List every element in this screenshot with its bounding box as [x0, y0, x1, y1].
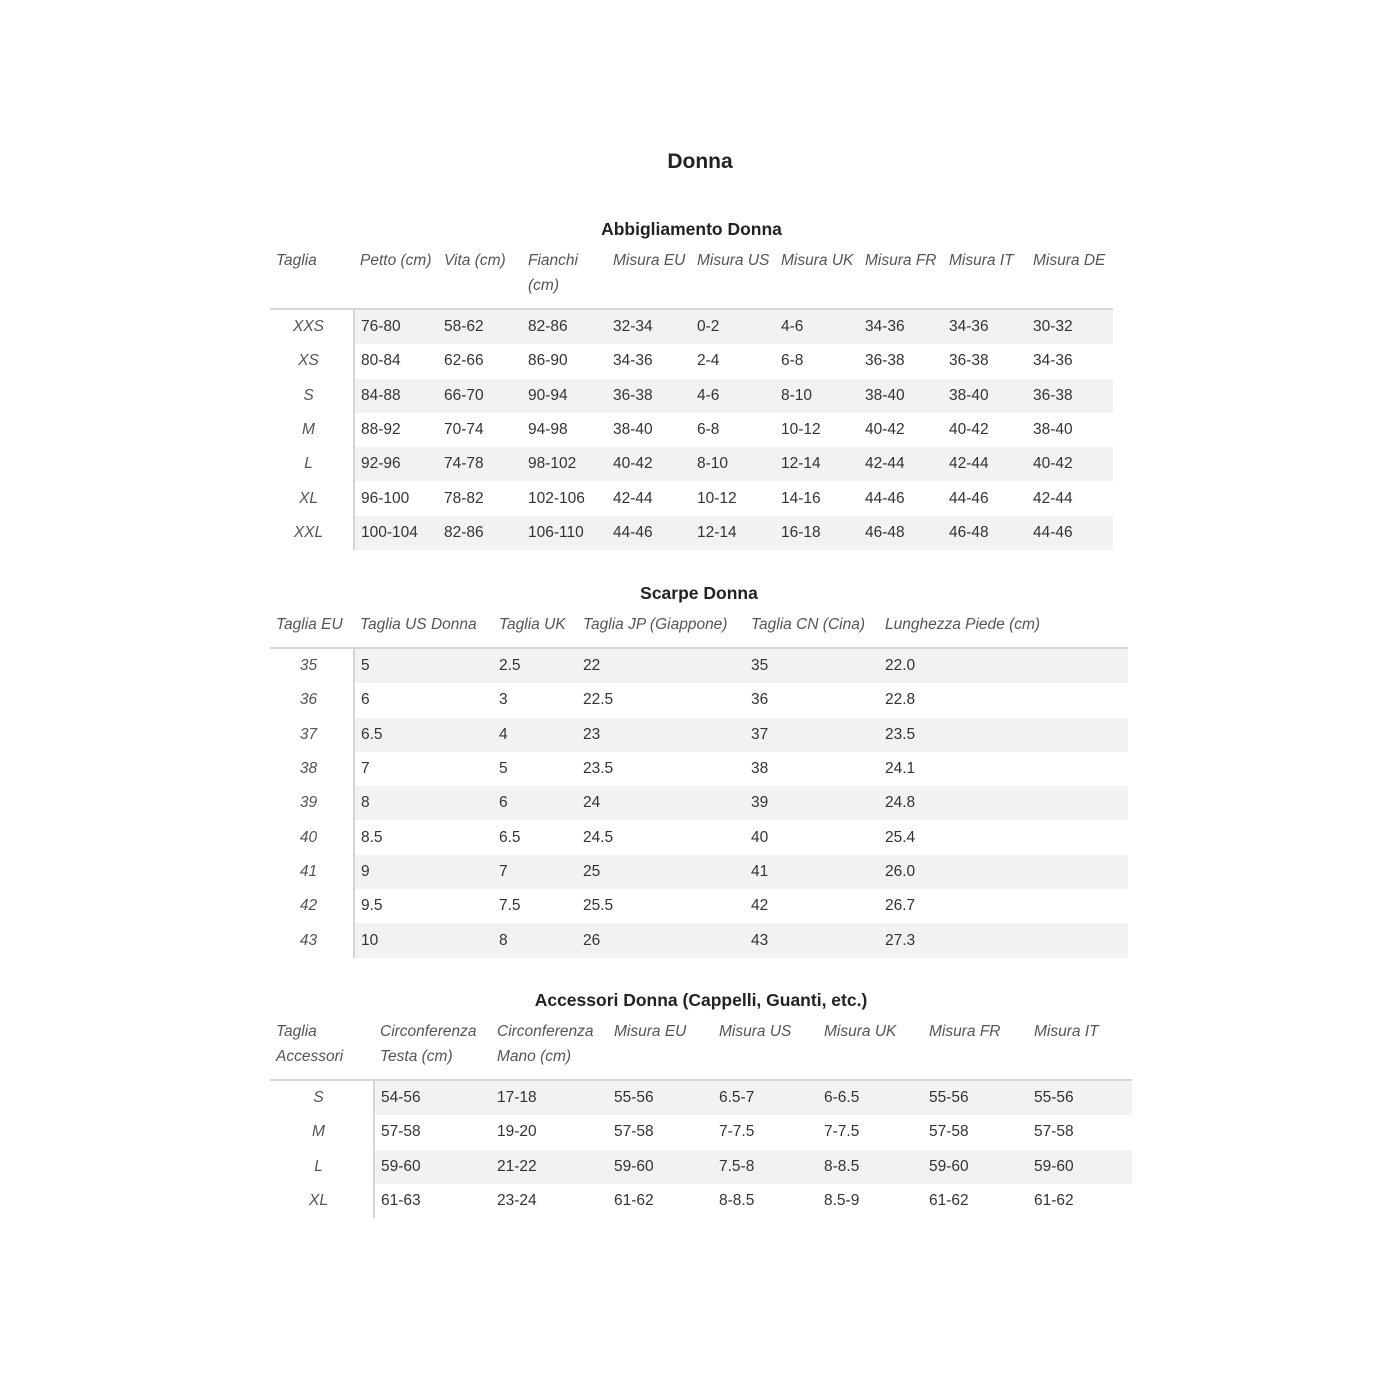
clothing-header-cell: Misura US	[697, 252, 770, 269]
clothing-value-cell: 10-12	[697, 489, 737, 507]
accessories-row	[270, 1080, 1132, 1115]
clothing-size-cell: M	[270, 413, 354, 447]
clothing-header-cell: Misura DE	[1033, 252, 1106, 269]
clothing-size-cell: XL	[270, 481, 354, 515]
clothing-value-cell: 92-96	[354, 447, 438, 481]
shoes-value-cell: 24	[577, 786, 745, 820]
accessories-header-cell: Taglia Accessori	[276, 1023, 344, 1065]
accessories-size-cell: L	[270, 1150, 374, 1184]
clothing-value-cell: 34-36	[613, 352, 653, 370]
clothing-value-cell: 40-42	[865, 421, 905, 439]
shoes-header-cell: Taglia CN (Cina)	[751, 616, 865, 633]
shoes-value-cell: 38	[751, 760, 769, 778]
shoes-value-cell: 24.5	[583, 828, 614, 846]
clothing-value-cell: 16-18	[775, 516, 859, 550]
accessories-value-cell: 61-62	[614, 1192, 654, 1210]
accessories-value-cell: 8-8.5	[818, 1150, 923, 1184]
shoes-size-cell: 42	[270, 889, 354, 923]
clothing-value-cell: 44-46	[1027, 516, 1113, 550]
shoes-row	[270, 648, 1128, 683]
shoes-size-cell: 37	[270, 718, 354, 752]
accessories-value-cell: 8-8.5	[719, 1192, 755, 1210]
accessories-value-cell: 7-7.5	[824, 1123, 860, 1141]
accessories-size-cell: S	[270, 1080, 374, 1115]
clothing-value-cell: 42-44	[1033, 489, 1073, 507]
accessories-value-cell: 21-22	[491, 1150, 608, 1184]
accessories-value-cell: 6.5-7	[713, 1080, 818, 1115]
shoes-value-cell: 26	[577, 923, 745, 957]
shoes-value-cell: 25	[577, 855, 745, 889]
clothing-value-cell: 10-12	[781, 421, 821, 439]
clothing-header-cell: Misura FR	[865, 252, 937, 269]
clothing-header-row	[270, 244, 1113, 309]
shoes-size-cell: 35	[270, 648, 354, 683]
clothing-value-cell: 42-44	[943, 447, 1027, 481]
accessories-header-cell: Misura EU	[614, 1023, 687, 1040]
shoes-value-cell: 7.5	[499, 897, 521, 915]
shoes-value-cell: 7	[361, 760, 370, 778]
clothing-value-cell: 90-94	[522, 379, 607, 413]
accessories-header-cell: Misura IT	[1034, 1023, 1099, 1040]
accessories-header-cell: Misura FR	[929, 1023, 1001, 1040]
shoes-value-cell: 39	[745, 786, 879, 820]
accessories-value-cell: 59-60	[374, 1150, 491, 1184]
accessories-title: Accessori Donna (Cappelli, Guanti, etc.)	[534, 990, 868, 1010]
clothing-value-cell: 38-40	[943, 379, 1027, 413]
shoes-value-cell: 22.8	[885, 691, 916, 709]
clothing-value-cell: 94-98	[528, 421, 568, 439]
accessories-value-cell: 59-60	[608, 1150, 713, 1184]
shoes-size-cell: 36	[270, 683, 354, 717]
accessories-value-cell: 57-58	[1034, 1123, 1074, 1141]
shoes-row	[270, 683, 1128, 717]
shoes-title: Scarpe Donna	[640, 583, 758, 603]
shoes-value-cell: 36	[751, 691, 769, 709]
shoes-value-cell: 6.5	[354, 718, 493, 752]
clothing-value-cell: 32-34	[607, 309, 691, 344]
clothing-value-cell: 82-86	[438, 516, 522, 550]
clothing-value-cell: 42-44	[613, 489, 653, 507]
clothing-row	[270, 379, 1113, 413]
clothing-row	[270, 344, 1113, 378]
shoes-row	[270, 786, 1128, 820]
clothing-value-cell: 46-48	[859, 516, 943, 550]
shoes-value-cell: 24.8	[879, 786, 1128, 820]
clothing-row	[270, 481, 1113, 515]
accessories-value-cell: 8.5-9	[824, 1192, 860, 1210]
clothing-size-cell: S	[270, 379, 354, 413]
clothing-size-cell: XXS	[270, 309, 354, 344]
accessories-table	[270, 1015, 1132, 1218]
clothing-value-cell: 88-92	[361, 421, 401, 439]
clothing-header-cell: Taglia	[276, 252, 317, 269]
shoes-value-cell: 27.3	[879, 923, 1128, 957]
clothing-table	[270, 244, 1113, 550]
accessories-size-cell: M	[270, 1115, 374, 1149]
shoes-value-cell: 5	[354, 648, 493, 683]
clothing-value-cell: 36-38	[607, 379, 691, 413]
shoes-value-cell: 8	[354, 786, 493, 820]
clothing-value-cell: 4-6	[691, 379, 775, 413]
clothing-value-cell: 6-8	[697, 421, 720, 439]
clothing-value-cell: 62-66	[444, 352, 484, 370]
shoes-header-cell: Taglia US Donna	[360, 616, 477, 633]
clothing-title: Abbigliamento Donna	[601, 219, 782, 239]
clothing-value-cell: 30-32	[1027, 309, 1113, 344]
clothing-size-cell: XXL	[270, 516, 354, 550]
shoes-value-cell: 6	[361, 691, 370, 709]
accessories-value-cell: 57-58	[929, 1123, 969, 1141]
shoes-header-cell: Taglia JP (Giappone)	[583, 616, 728, 633]
clothing-value-cell: 40-42	[1027, 447, 1113, 481]
clothing-value-cell: 44-46	[607, 516, 691, 550]
clothing-value-cell: 6-8	[781, 352, 804, 370]
clothing-value-cell: 0-2	[691, 309, 775, 344]
shoes-value-cell: 43	[745, 923, 879, 957]
clothing-value-cell: 40-42	[949, 421, 989, 439]
shoes-value-cell: 40	[751, 828, 769, 846]
accessories-value-cell: 59-60	[923, 1150, 1028, 1184]
clothing-value-cell: 106-110	[522, 516, 607, 550]
shoes-size-cell: 41	[270, 855, 354, 889]
shoes-value-cell: 10	[354, 923, 493, 957]
shoes-header-cell: Taglia EU	[276, 616, 343, 633]
clothing-value-cell: 76-80	[354, 309, 438, 344]
clothing-value-cell: 84-88	[354, 379, 438, 413]
shoes-value-cell: 22.0	[879, 648, 1128, 683]
clothing-row	[270, 516, 1113, 550]
accessories-value-cell: 6-6.5	[818, 1080, 923, 1115]
accessories-value-cell: 17-18	[491, 1080, 608, 1115]
clothing-header-cell: Fianchi (cm)	[528, 252, 578, 294]
shoes-header-cell: Lunghezza Piede (cm)	[885, 616, 1041, 633]
accessories-value-cell: 55-56	[923, 1080, 1028, 1115]
accessories-header-cell: Misura UK	[824, 1023, 897, 1040]
clothing-section	[270, 214, 1113, 550]
clothing-value-cell: 12-14	[775, 447, 859, 481]
shoes-value-cell: 35	[745, 648, 879, 683]
shoes-value-cell: 22	[577, 648, 745, 683]
clothing-value-cell: 100-104	[354, 516, 438, 550]
clothing-value-cell: 70-74	[444, 421, 484, 439]
shoes-row	[270, 855, 1128, 889]
shoes-size-cell: 39	[270, 786, 354, 820]
clothing-header-cell: Misura IT	[949, 252, 1014, 269]
shoes-row	[270, 923, 1128, 957]
clothing-value-cell: 42-44	[859, 447, 943, 481]
clothing-value-cell: 40-42	[607, 447, 691, 481]
clothing-value-cell: 58-62	[438, 309, 522, 344]
clothing-header-cell: Misura EU	[613, 252, 686, 269]
shoes-value-cell: 23.5	[879, 718, 1128, 752]
clothing-value-cell: 102-106	[528, 489, 585, 507]
clothing-value-cell: 80-84	[361, 352, 401, 370]
shoes-value-cell: 26.0	[879, 855, 1128, 889]
shoes-row	[270, 820, 1128, 854]
clothing-row	[270, 447, 1113, 481]
clothing-value-cell: 8-10	[775, 379, 859, 413]
shoes-row	[270, 718, 1128, 752]
accessories-header-cell: Misura US	[719, 1023, 792, 1040]
clothing-size-cell: XS	[270, 344, 354, 378]
shoes-value-cell: 22.5	[583, 691, 614, 709]
shoes-value-cell: 25.4	[885, 828, 916, 846]
clothing-value-cell: 34-36	[943, 309, 1027, 344]
shoes-header-cell: Taglia UK	[499, 616, 566, 633]
shoes-value-cell: 8.5	[361, 828, 383, 846]
page-title: Donna	[667, 150, 733, 173]
accessories-value-cell: 61-62	[1034, 1192, 1074, 1210]
clothing-value-cell: 36-38	[949, 352, 989, 370]
clothing-size-cell: L	[270, 447, 354, 481]
shoes-value-cell: 3	[499, 691, 508, 709]
clothing-value-cell: 8-10	[691, 447, 775, 481]
clothing-value-cell: 74-78	[438, 447, 522, 481]
accessories-value-cell: 55-56	[608, 1080, 713, 1115]
shoes-value-cell: 9.5	[361, 897, 383, 915]
clothing-row	[270, 309, 1113, 344]
shoes-value-cell: 6.5	[499, 828, 521, 846]
clothing-value-cell: 82-86	[522, 309, 607, 344]
accessories-row	[270, 1150, 1132, 1184]
shoes-value-cell: 41	[745, 855, 879, 889]
accessories-value-cell: 57-58	[614, 1123, 654, 1141]
accessories-header-row	[270, 1015, 1132, 1080]
clothing-value-cell: 38-40	[1033, 421, 1073, 439]
clothing-value-cell: 78-82	[444, 489, 484, 507]
shoes-value-cell: 5	[499, 760, 508, 778]
accessories-value-cell: 59-60	[1028, 1150, 1132, 1184]
shoes-section	[270, 578, 1128, 958]
clothing-value-cell: 14-16	[781, 489, 821, 507]
clothing-value-cell: 36-38	[865, 352, 905, 370]
accessories-row	[270, 1184, 1132, 1218]
clothing-header-cell: Petto (cm)	[360, 252, 432, 269]
clothing-header-cell: Vita (cm)	[444, 252, 506, 269]
shoes-value-cell: 26.7	[885, 897, 916, 915]
shoes-value-cell: 24.1	[885, 760, 916, 778]
shoes-value-cell: 42	[751, 897, 769, 915]
accessories-value-cell: 61-63	[381, 1192, 421, 1210]
accessories-value-cell: 7-7.5	[719, 1123, 755, 1141]
clothing-value-cell: 36-38	[1027, 379, 1113, 413]
shoes-size-cell: 38	[270, 752, 354, 786]
shoes-value-cell: 8	[493, 923, 577, 957]
accessories-section	[270, 985, 1132, 1218]
clothing-value-cell: 44-46	[865, 489, 905, 507]
clothing-value-cell: 98-102	[522, 447, 607, 481]
clothing-value-cell: 96-100	[361, 489, 410, 507]
accessories-row	[270, 1115, 1132, 1149]
shoes-value-cell: 37	[745, 718, 879, 752]
accessories-value-cell: 57-58	[381, 1123, 421, 1141]
shoes-value-cell: 4	[493, 718, 577, 752]
clothing-value-cell: 38-40	[859, 379, 943, 413]
clothing-value-cell: 86-90	[528, 352, 568, 370]
accessories-value-cell: 19-20	[497, 1123, 537, 1141]
shoes-value-cell: 7	[493, 855, 577, 889]
shoes-value-cell: 6	[493, 786, 577, 820]
accessories-value-cell: 54-56	[374, 1080, 491, 1115]
shoes-value-cell: 23	[577, 718, 745, 752]
clothing-value-cell: 34-36	[1033, 352, 1073, 370]
accessories-header-cell: Circonferenza Mano (cm)	[497, 1023, 594, 1065]
clothing-value-cell: 66-70	[438, 379, 522, 413]
shoes-header-row	[270, 608, 1128, 648]
shoes-table	[270, 608, 1128, 958]
clothing-value-cell: 44-46	[949, 489, 989, 507]
clothing-value-cell: 4-6	[775, 309, 859, 344]
shoes-value-cell: 23.5	[583, 760, 614, 778]
clothing-value-cell: 2-4	[697, 352, 720, 370]
clothing-value-cell: 12-14	[691, 516, 775, 550]
shoes-value-cell: 9	[354, 855, 493, 889]
clothing-header-cell: Misura UK	[781, 252, 854, 269]
shoes-row	[270, 889, 1128, 923]
accessories-header-cell: Circonferenza Testa (cm)	[380, 1023, 477, 1065]
shoes-value-cell: 25.5	[583, 897, 614, 915]
accessories-value-cell: 61-62	[929, 1192, 969, 1210]
accessories-value-cell: 55-56	[1028, 1080, 1132, 1115]
accessories-value-cell: 23-24	[497, 1192, 537, 1210]
shoes-value-cell: 2.5	[493, 648, 577, 683]
shoes-row	[270, 752, 1128, 786]
clothing-value-cell: 34-36	[859, 309, 943, 344]
clothing-value-cell: 38-40	[613, 421, 653, 439]
shoes-size-cell: 43	[270, 923, 354, 957]
accessories-value-cell: 7.5-8	[713, 1150, 818, 1184]
clothing-row	[270, 413, 1113, 447]
shoes-size-cell: 40	[270, 820, 354, 854]
accessories-size-cell: XL	[270, 1184, 374, 1218]
clothing-value-cell: 46-48	[943, 516, 1027, 550]
